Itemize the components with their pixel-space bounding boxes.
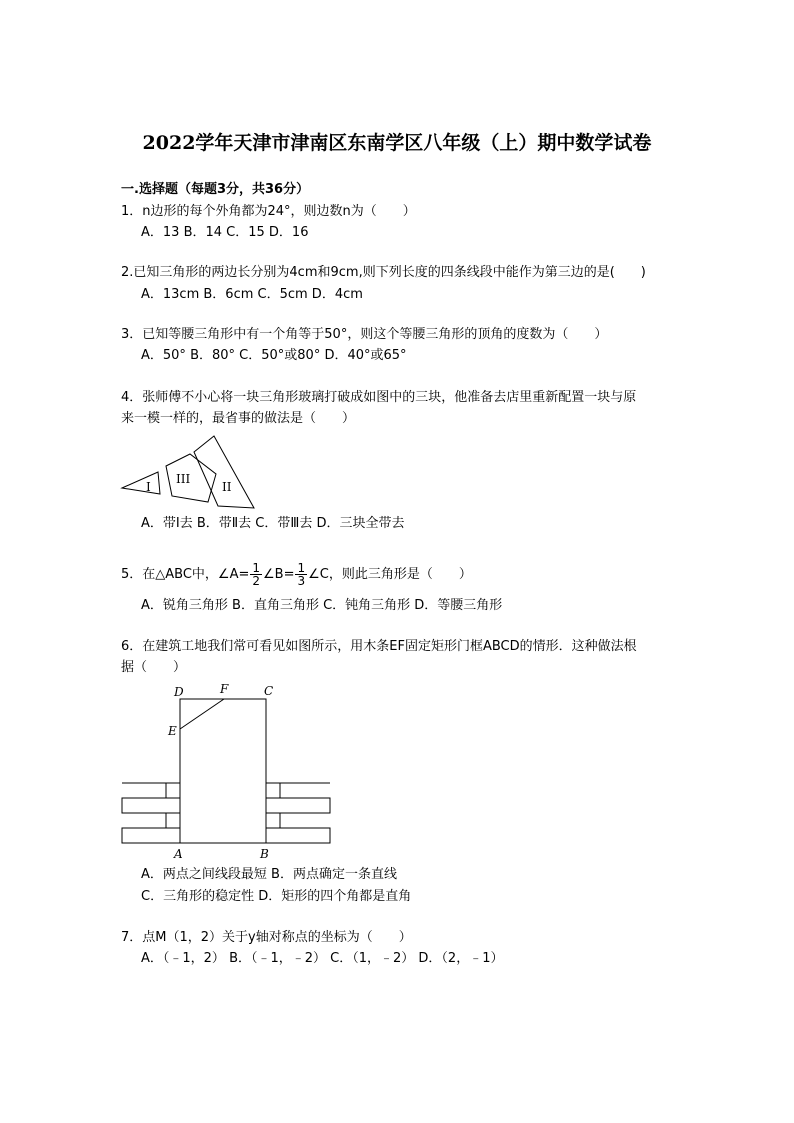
question-4-stem-line1: 4．张师傅不小心将一块三角形玻璃打破成如图中的三块，他准备去店里重新配置一块与原: [121, 390, 637, 405]
question-6-stem-line2: 据（ ）: [121, 660, 187, 675]
question-4-options: A．带Ⅰ去 B．带Ⅱ去 C．带Ⅲ去 D．三块全带去: [141, 516, 405, 531]
fraction-2-numerator: 1: [297, 561, 306, 575]
question-5-stem-a: 5．在△ABC中，∠A=: [121, 567, 250, 582]
piece-label-3: III: [176, 472, 191, 486]
question-5-stem: [121, 562, 472, 587]
question-3-options: A．50° B．80° C．50°或80° D．40°或65°: [141, 348, 407, 363]
question-1-options: A．13 B．14 C．15 D．16: [141, 225, 309, 240]
question-5-stem-b: ∠B=: [263, 567, 295, 582]
glass-piece-3: [166, 454, 216, 502]
question-4-stem-line2: 来一模一样的，最省事的做法是（ ）: [121, 411, 356, 426]
label-a: A: [174, 847, 183, 861]
glass-piece-1: [122, 472, 160, 494]
question-2-options: A．13cm B．6cm C．5cm D．4cm: [141, 287, 363, 302]
brick-wall-left: [122, 783, 180, 843]
question-7-options: A．（﹣1，2） B．（﹣1，﹣2） C．（1，﹣2） D．（2，﹣1）: [141, 951, 504, 966]
question-1-stem: 1．n边形的每个外角都为24°，则边数n为（ ）: [121, 204, 416, 219]
brick-wall-right: [266, 783, 330, 843]
question-6-options-line2: C．三角形的稳定性 D．矩形的四个角都是直角: [141, 889, 412, 904]
question-5-options: A．锐角三角形 B．直角三角形 C．钝角三角形 D．等腰三角形: [141, 598, 503, 613]
fraction-1-numerator: 1: [252, 561, 261, 575]
question-2-stem: 2.已知三角形的两边长分别为4cm和9cm,则下列长度的四条线段中能作为第三边的是( ): [121, 265, 646, 280]
fraction-one-half: [250, 562, 262, 587]
piece-label-1: I: [146, 480, 151, 494]
fraction-1-denominator: 2: [252, 574, 261, 588]
page-title: 2022学年天津市津南区东南学区八年级（上）期中数学试卷: [142, 132, 652, 154]
question-3-stem: 3．已知等腰三角形中有一个角等于50°，则这个等腰三角形的顶角的度数为（ ）: [121, 327, 608, 342]
question-5-stem-c: ∠C，则此三角形是（ ）: [308, 567, 472, 582]
fraction-2-denominator: 3: [297, 574, 306, 588]
piece-label-2: II: [222, 480, 232, 494]
label-b: B: [260, 847, 269, 861]
fraction-one-third: [295, 562, 307, 587]
label-e: E: [168, 724, 177, 738]
section-heading: 一.选择题（每题3分，共36分）: [121, 182, 310, 197]
label-d: D: [174, 685, 184, 699]
door-frame-figure: [118, 680, 338, 864]
question-6-stem-line1: 6．在建筑工地我们常可看见如图所示，用木条EF固定矩形门框ABCD的情形．这种做法根: [121, 639, 637, 654]
label-f: F: [220, 682, 229, 696]
glass-piece-2: [194, 436, 254, 508]
label-c: C: [264, 684, 274, 698]
question-7-stem: 7．点M（1，2）关于y轴对称点的坐标为（ ）: [121, 930, 412, 945]
broken-glass-figure: [118, 432, 268, 514]
question-6-options-line1: A．两点之间线段最短 B．两点确定一条直线: [141, 867, 397, 882]
